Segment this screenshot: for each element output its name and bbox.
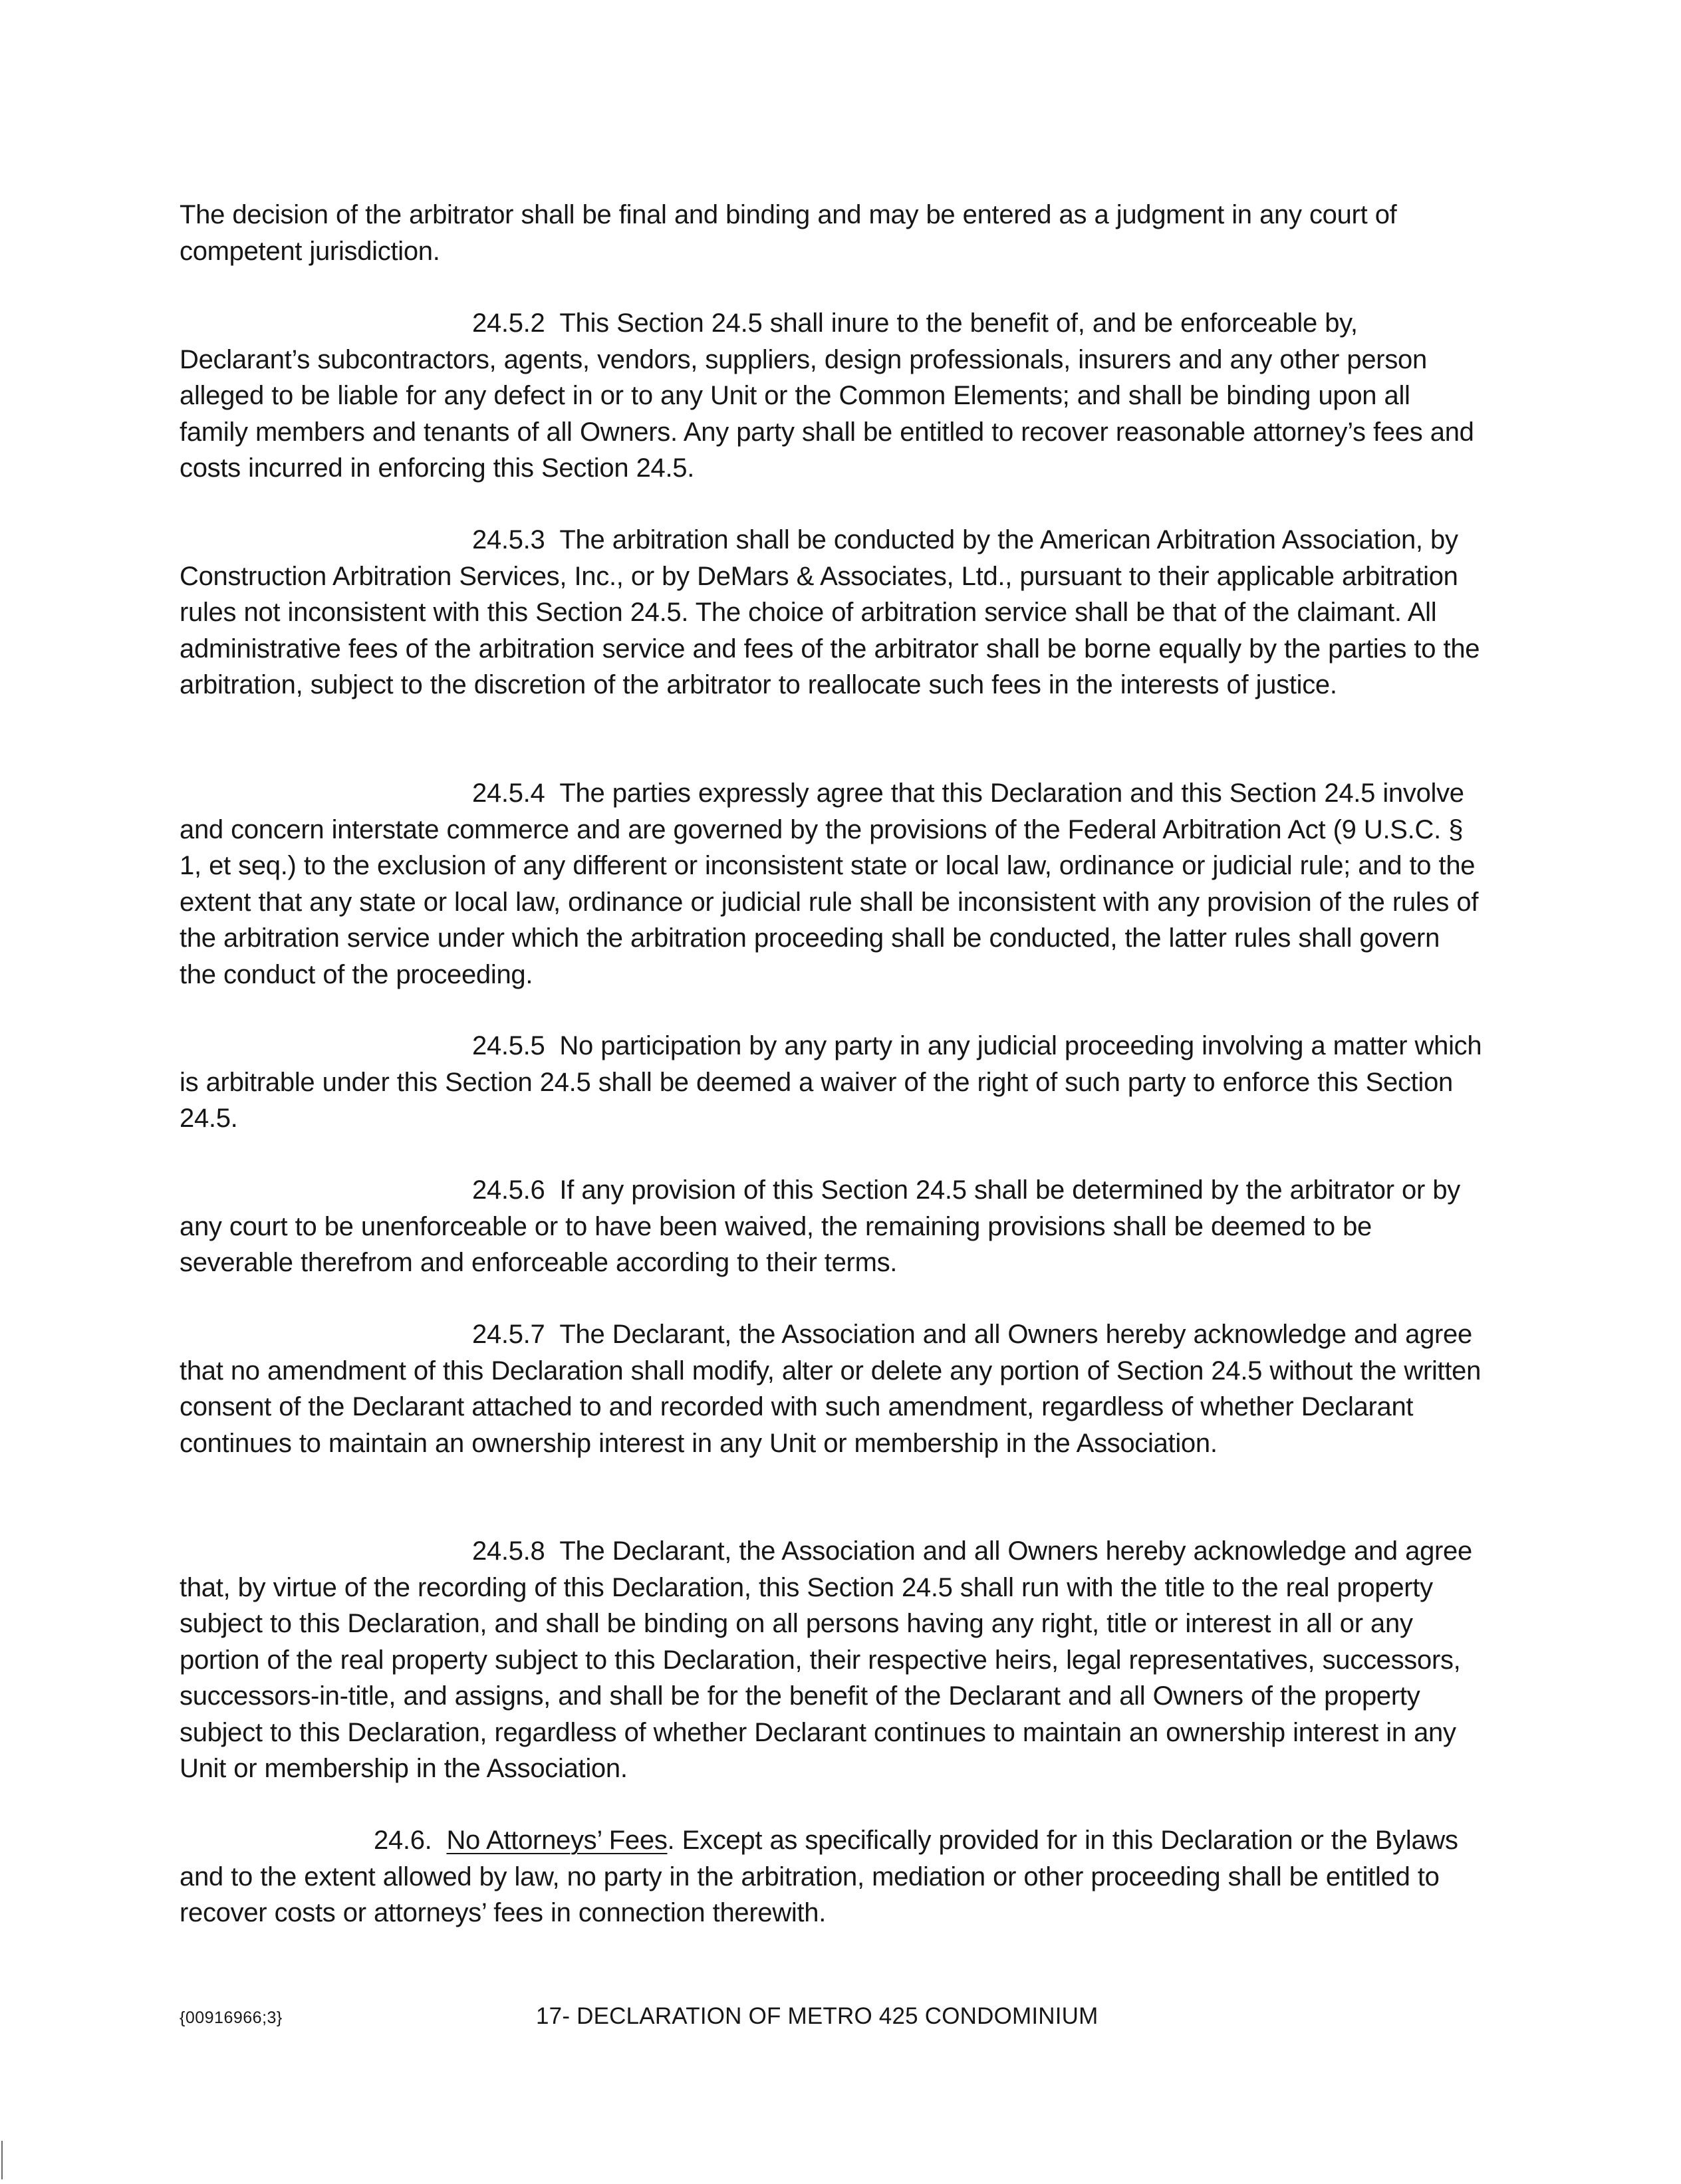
section-number: 24.5.7 <box>472 1320 545 1349</box>
scan-edge-mark <box>1 2141 3 2179</box>
paragraph-text: The parties expressly agree that this Declaration and this Section 24.5 involve and concern interstate commerce and are governed by the provisions of the Federal Arbitration Act (9 U.S.C. § 1, et seq.) to the exclusion of any different or inconsistent state or local law, ordinance or judicial rule; and to the extent that any state or local law, ordinance or judicial rule shall be inconsistent with any provision of the rules of the arbitration service under which the arbitration proceeding shall be conducted, the latter rules shall govern the conduct of the proceeding. <box>180 779 1479 989</box>
paragraph-24-5-6 <box>180 1172 1483 1281</box>
paragraph-text: The decision of the arbitrator shall be final and binding and may be entered as a judgment in any court of competent jurisdiction. <box>180 200 1397 266</box>
paragraph-text: No participation by any party in any judicial proceeding involving a matter which is arbitrable under this Section 24.5 shall be deemed a waiver of the right of such party to enforce this Section 24.5. <box>180 1031 1482 1133</box>
paragraph-continuation <box>180 197 1483 269</box>
paragraph-24-5-7 <box>180 1316 1483 1461</box>
section-number: 24.5.3 <box>472 525 545 554</box>
paragraph-24-6 <box>180 1822 1483 1931</box>
section-heading: No Attorneys’ Fees <box>446 1826 668 1855</box>
section-number: 24.5.4 <box>472 779 545 808</box>
paragraph-text: The Declarant, the Association and all Owners hereby acknowledge and agree that no amendment of this Declaration shall modify, alter or delete any portion of Section 24.5 without the written consent of the Declarant attached to and recorded with such amendment, regardless of whether Declarant continues to maintain an ownership interest in any Unit or membership in the Association. <box>180 1320 1482 1458</box>
paragraph-24-5-2 <box>180 305 1483 487</box>
paragraph-24-5-8 <box>180 1533 1483 1787</box>
section-number: 24.5.8 <box>472 1536 545 1566</box>
paragraph-text: If any provision of this Section 24.5 shall be determined by the arbitrator or by any court to be unenforceable or to have been waived, the remaining provisions shall be deemed to be severable therefrom and enforceable according to their terms. <box>180 1175 1460 1277</box>
document-id: {00916966;3} <box>180 2008 283 2027</box>
paragraph-text: . Except as specifically provided for in this Declaration or the Bylaws and to the extent allowed by law, no party in the arbitration, mediation or other proceeding shall be entitled to recover costs or attorneys’ fees in connection therewith. <box>180 1826 1458 1927</box>
page-footer-title: 17- DECLARATION OF METRO 425 CONDOMINIUM <box>536 2003 1099 2029</box>
section-number: 24.6. <box>374 1826 432 1855</box>
paragraph-24-5-3 <box>180 522 1483 703</box>
section-number: 24.5.2 <box>472 308 545 338</box>
section-number: 24.5.6 <box>472 1175 545 1205</box>
paragraph-text: The Declarant, the Association and all Owners hereby acknowledge and agree that, by virtue of the recording of this Declaration, this Section 24.5 shall run with the title to the real property subject to this Declaration, and shall be binding on all persons having any right, title or interest in all or any portion of the real property subject to this Declaration, their respective heirs, legal representatives, successors, successors-in-title, and assigns, and shall be for the benefit of the Declarant and all Owners of the property subject to this Declaration, regardless of whether Declarant continues to maintain an ownership interest in any Unit or membership in the Association. <box>180 1536 1472 1783</box>
section-number: 24.5.5 <box>472 1031 545 1060</box>
paragraph-text: The arbitration shall be conducted by the American Arbitration Association, by Construction Arbitration Services, Inc., or by DeMars & Associates, Ltd., pursuant to their applicable arbitration rules not inconsistent with this Section 24.5. The choice of arbitration service shall be that of the claimant. All administrative fees of the arbitration service and fees of the arbitrator shall be borne equally by the parties to the arbitration, subject to the discretion of the arbitrator to reallocate such fees in the interests of justice. <box>180 525 1480 699</box>
paragraph-24-5-4 <box>180 775 1483 993</box>
paragraph-text: This Section 24.5 shall inure to the benefit of, and be enforceable by, Declarant’s subcontractors, agents, vendors, suppliers, design professionals, insurers and any other person alleged to be liable for any defect in or to any Unit or the Common Elements; and shall be binding upon all family members and tenants of all Owners. Any party shall be entitled to recover reasonable attorney’s fees and costs incurred in enforcing this Section 24.5. <box>180 308 1474 483</box>
paragraph-24-5-5 <box>180 1028 1483 1137</box>
